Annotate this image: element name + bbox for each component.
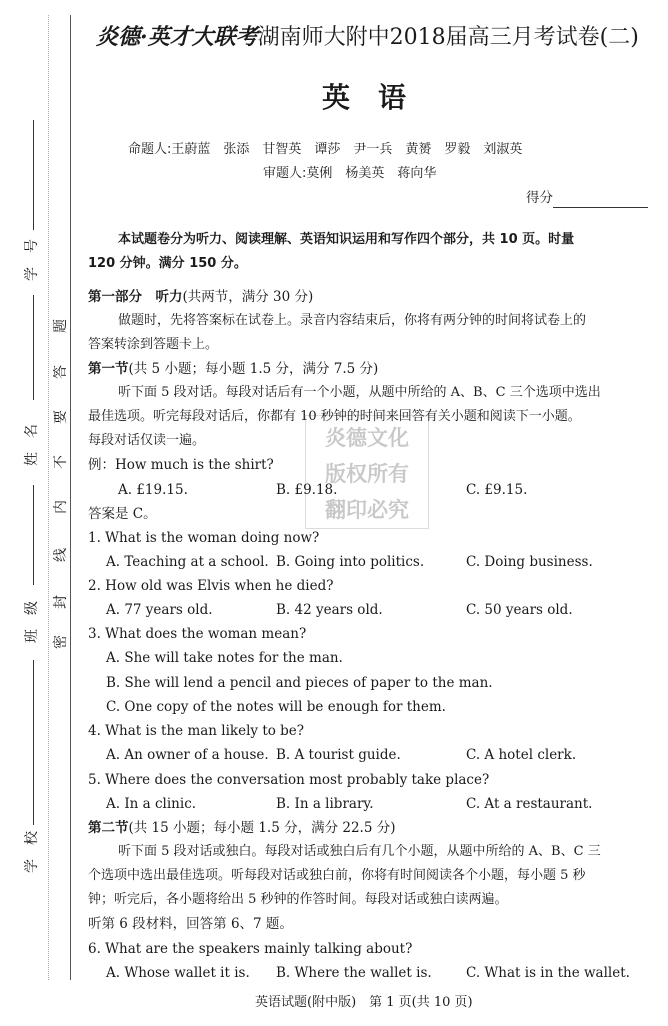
question-5: 5. Where does the conversation most probably take place? [88,772,490,788]
seal-char: 要 [53,410,69,424]
watermark-line: 炎德文化 [325,426,409,450]
school-label: 学 校 [24,831,40,873]
option-a: A. She will take notes for the man. [106,650,343,666]
part1-title: 第一部分 听力 [88,289,183,305]
subject-title: 英 语 [322,81,407,114]
option-b: B. In a library. [276,796,374,812]
option-b: B. Going into politics. [276,554,425,570]
watermark-line: 翻印必究 [325,498,409,522]
option-c: C. A hotel clerk. [466,747,577,763]
field-line [33,660,34,825]
option-b: B. A tourist guide. [276,747,401,763]
instruction-line: 每段对话仅读一遍。 [88,433,206,448]
option-a: A. An owner of a house. [106,747,269,763]
section2-title: 第二节 [88,820,129,836]
part1-note: (共两节，满分 30 分) [182,289,314,305]
field-line [33,485,34,585]
instruction-line: 听下面 5 段对话。每段对话后有一个小题，从题中所给的 A、B、C 三个选项中选出 [118,385,601,400]
page-footer: 英语试题(附中版) 第 1 页(共 10 页) [255,995,473,1010]
exam-title [96,20,660,55]
student-id-label: 学 号 [24,239,40,281]
field-line [33,120,34,230]
option-c: C. At a restaurant. [466,796,593,812]
instruction-line: 个选项中选出最佳选项。听每段对话或独白前，你将有时间阅读各个小题，每小题 5 秒 [88,868,586,883]
seal-char: 不 [53,455,69,469]
instruction-line: 钟；听完后，各小题将给出 5 秒钟的作答时间。每段对话或独白读两遍。 [88,892,508,907]
option-c: C. One copy of the notes will be enough for them. [106,699,446,715]
question-2: 2. How old was Elvis when he died? [88,578,334,594]
question-3: 3. What does the woman mean? [88,626,307,642]
example-question: 例：How much is the shirt? [88,457,274,473]
score-field [526,188,656,208]
option-b: B. 42 years old. [276,602,383,618]
seal-char: 密 [53,635,69,649]
option-a: A. 77 years old. [106,602,213,618]
instruction-line: 答案转涂到答题卡上。 [88,337,219,352]
watermark-line: 版权所有 [325,462,409,486]
exam-name: 湖南师大附中2018届高三月考试卷(二) [257,25,639,50]
material-note: 听第 6 段材料，回答第 6、7 题。 [88,916,293,932]
seal-char: 内 [53,500,69,514]
section1-heading [88,359,656,379]
intro-line: 本试题卷分为听力、阅读理解、英语知识运用和写作四个部分，共 10 页。时量 [118,232,575,247]
margin-rule [70,15,71,980]
section1-title: 第一节 [88,361,129,377]
seal-char: 封 [53,595,69,609]
part1-heading [88,287,656,307]
option-b: B. £9.18. [276,482,338,498]
score-label: 得分 [526,190,553,206]
field-line [33,295,34,400]
option-c: C. £9.15. [466,482,528,498]
option-a: A. £19.15. [118,482,188,498]
brand-name: 炎德·英才大联考 [96,24,258,50]
question-4: 4. What is the man likely to be? [88,723,305,739]
dotted-cut-line [48,15,49,980]
option-b: B. Where the wallet is. [276,965,432,981]
seal-char: 答 [53,365,69,379]
section2-heading [88,818,656,838]
setters: 命题人:王蔚蓝 张添 甘智英 谭莎 尹一兵 黄赟 罗毅 刘淑英 [128,142,523,157]
option-b: B. She will lend a pencil and pieces of paper to the man. [106,675,493,691]
option-c: C. What is in the wallet. [466,965,630,981]
score-blank[interactable] [553,191,648,208]
section1-note: (共 5 小题；每小题 1.5 分，满分 7.5 分) [128,361,379,377]
question-1: 1. What is the woman doing now? [88,530,320,546]
example-answer: 答案是 C。 [88,506,157,522]
option-a: A. In a clinic. [106,796,197,812]
reviewers: 审题人:莫俐 杨美英 蒋向华 [263,166,437,181]
intro-line: 120 分钟。满分 150 分。 [88,256,247,271]
option-a: A. Whose wallet it is. [106,965,250,981]
option-c: C. Doing business. [466,554,593,570]
option-c: C. 50 years old. [466,602,573,618]
section2-note: (共 15 小题；每小题 1.5 分，满分 22.5 分) [128,820,396,836]
seal-char: 题 [53,319,69,333]
name-label: 姓 名 [24,424,40,466]
question-6: 6. What are the speakers mainly talking about? [88,941,413,957]
instruction-line: 听下面 5 段对话或独白。每段对话或独白后有几个小题，从题中所给的 A、B、C 三 [118,844,601,859]
option-a: A. Teaching at a school. [106,554,269,570]
seal-char: 线 [53,548,69,562]
instruction-line: 最佳选项。听完每段对话后，你都有 10 秒钟的时间来回答有关小题和阅读下一小题。 [88,409,581,424]
class-label: 班 级 [24,601,40,643]
instruction-line: 做题时，先将答案标在试卷上。录音内容结束后，你将有两分钟的时间将试卷上的 [118,313,587,328]
